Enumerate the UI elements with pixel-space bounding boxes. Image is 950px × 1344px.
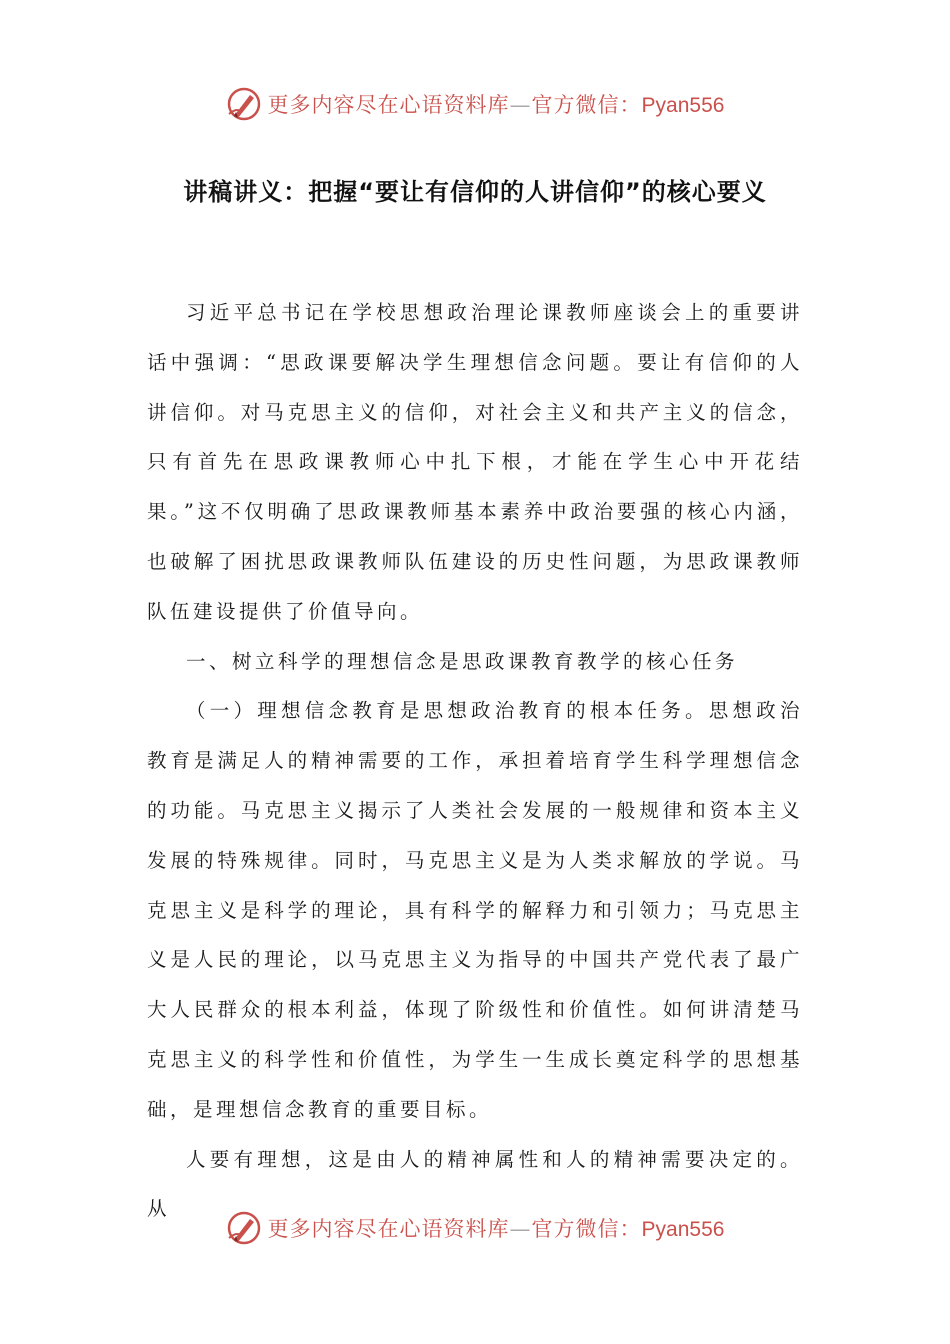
document-title: 讲稿讲义：把握“要让有信仰的人讲信仰”的核心要义 (183, 178, 767, 206)
watermark-separator: — (509, 1217, 532, 1241)
watermark-brand: 更多内容尽在心语资料库 (267, 1217, 510, 1241)
paragraph-intro: 习近平总书记在学校思想政治理论课教师座谈会上的重要讲话中强调：“思政课要解决学生理想信念问题。要让有信仰的人讲信仰。对马克思主义的信仰，对社会主义和共产主义的信念，只有首先在思政课教师心中扎下根，才能在学生心中开花结果。”这不仅明确了思政课教师基本素养中政治要强的核心内涵，也破解了困扰思政课教师队伍建设的历史性问题，为思政课教师队伍建设提供了价值导向。 (147, 301, 803, 623)
watermark-wechat-label: 官方微信： (531, 1217, 642, 1241)
pen-logo-icon (226, 86, 262, 122)
watermark-separator: — (509, 93, 532, 117)
paragraph-continued: 人要有理想，这是由人的精神属性和人的精神需要决定的。从 (147, 1147, 803, 1221)
pen-logo-icon (226, 1210, 262, 1246)
watermark-wechat-label: 官方微信： (531, 93, 642, 117)
paragraph-subsection-1: （一）理想信念教育是思想政治教育的根本任务。思想政治教育是满足人的精神需要的工作，承担着培育学生科学理想信念的功能。马克思主义揭示了人类社会发展的一般规律和资本主义发展的特殊规律。同时，马克思主义是为人类求解放的学说。马克思主义是科学的理论，具有科学的解释力和引领力；马克思主义是人民的理论，以马克思主义为指导的中国共产党代表了最广大人民群众的根本利益，体现了阶级性和价值性。如何讲清楚马克思主义的科学性和价值性，为学生一生成长奠定科学的思想基础，是理想信念教育的重要目标。 (147, 699, 803, 1121)
watermark-text (268, 1213, 725, 1243)
watermark-wechat-id: Pyan556 (641, 1218, 725, 1241)
watermark-wechat-id: Pyan556 (641, 94, 725, 117)
watermark-brand: 更多内容尽在心语资料库 (267, 93, 510, 117)
section-heading-1: 一、树立科学的理想信念是思政课教育教学的核心任务 (186, 649, 739, 673)
footer-watermark (0, 1208, 950, 1248)
watermark-text (268, 89, 725, 119)
header-watermark (0, 84, 950, 124)
document-body (147, 288, 803, 1234)
